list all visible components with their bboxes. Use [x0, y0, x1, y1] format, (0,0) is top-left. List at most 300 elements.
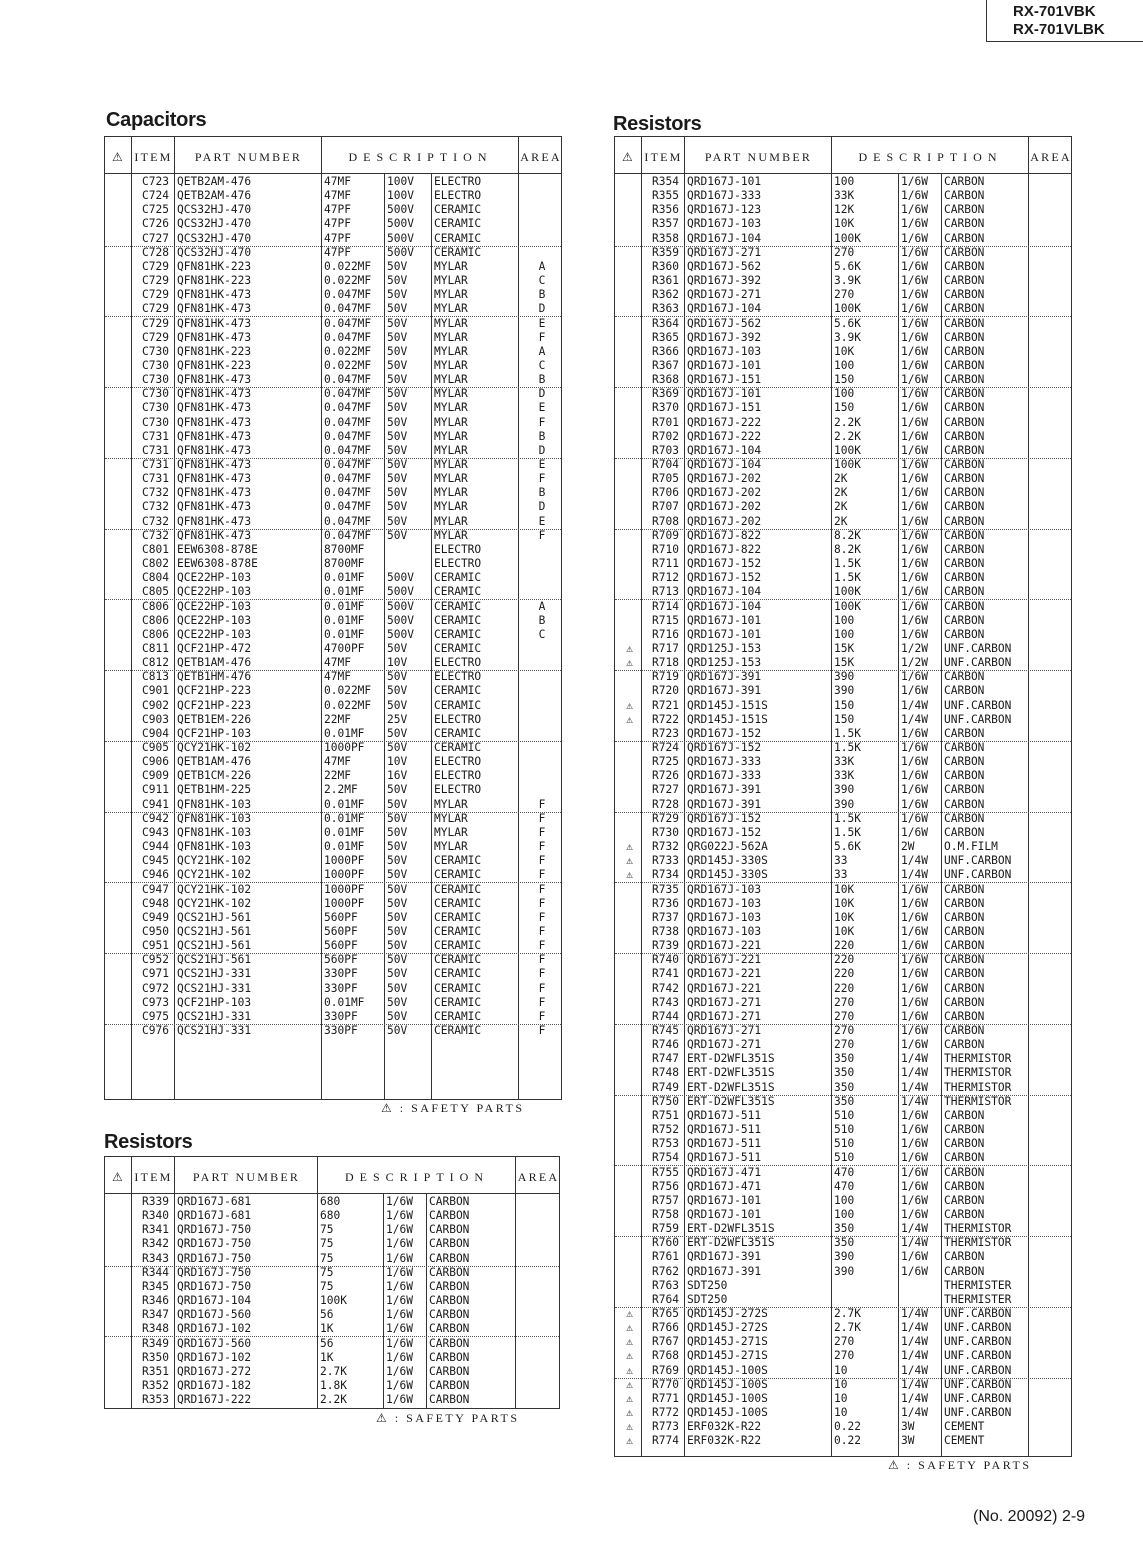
rating-cell: 1/6W [901, 585, 928, 599]
type-cell: CARBON [944, 783, 985, 797]
table-row [615, 203, 1071, 217]
type-cell: CARBON [944, 274, 985, 288]
type-cell: MYLAR [434, 840, 468, 854]
value-cell: 10 [834, 1377, 848, 1391]
rating-cell: 1/6W [901, 627, 928, 641]
value-cell: 0.022MF [324, 259, 372, 273]
table-row [615, 1180, 1071, 1194]
value-cell: 330PF [324, 1024, 358, 1037]
rating-cell: 1/6W [386, 1336, 413, 1350]
item-cell: R725 [652, 755, 679, 769]
rating-cell: 1/4W [901, 1406, 928, 1420]
part-number-cell: EEW6308-878E [177, 557, 258, 571]
item-cell: C950 [142, 924, 169, 938]
part-number-cell: QRD167J-511 [687, 1137, 762, 1151]
part-number-cell: QFN81HK-223 [177, 274, 252, 288]
type-cell: CARBON [429, 1279, 470, 1293]
part-number-cell: QCY21HK-102 [177, 896, 252, 910]
table-row [615, 741, 1071, 755]
value-cell: 270 [834, 288, 855, 302]
part-number-cell: QRD167J-103 [687, 344, 762, 358]
item-cell: C730 [142, 358, 169, 372]
rating-cell: 1/6W [901, 387, 928, 401]
table-row [105, 274, 561, 288]
part-number-cell: QRD167J-152 [687, 741, 762, 754]
value-cell: 2.7K [834, 1307, 861, 1320]
item-cell: R732 [652, 840, 679, 854]
rating-cell: 50V [387, 330, 408, 344]
value-cell: 2.2K [834, 429, 861, 443]
table-row [615, 331, 1071, 345]
rating-cell: 1/6W [901, 472, 928, 486]
rating-cell: 500V [387, 613, 414, 627]
area-cell: E [538, 401, 546, 415]
rating-cell: 500V [387, 231, 414, 245]
part-number-cell: QETB2AM-476 [177, 189, 252, 203]
value-cell: 560PF [324, 953, 358, 967]
item-cell: R747 [652, 1052, 679, 1066]
rating-cell: 50V [387, 259, 408, 273]
value-cell: 0.047MF [324, 302, 372, 316]
value-cell: 1.5K [834, 571, 861, 585]
type-cell: UNF.CARBON [944, 1391, 1012, 1405]
resistors-large-table [614, 136, 1072, 1457]
rating-cell: 500V [387, 627, 414, 641]
item-cell: R362 [652, 288, 679, 302]
safety-mark: ⚠ [626, 1363, 633, 1377]
table-row [615, 600, 1071, 614]
type-cell: ELECTRO [434, 542, 482, 556]
part-number-cell: QRD167J-511 [687, 1123, 762, 1137]
type-cell: MYLAR [434, 358, 468, 372]
type-cell: CARBON [944, 175, 985, 188]
header-part-number: PART NUMBER [192, 1170, 301, 1184]
rating-cell: 1/6W [386, 1364, 413, 1378]
part-number-cell: QFN81HK-473 [177, 458, 252, 471]
type-cell: CERAMIC [434, 245, 482, 259]
part-number-cell: QFN81HK-473 [177, 514, 252, 528]
table-row [105, 557, 561, 571]
table-row [105, 430, 561, 444]
part-number-cell: QCS21HJ-561 [177, 910, 252, 924]
rating-cell: 50V [387, 387, 408, 401]
table-row [615, 1066, 1071, 1080]
type-cell: MYLAR [434, 797, 468, 811]
type-cell: ELECTRO [434, 656, 482, 670]
part-number-cell: QRD167J-562 [687, 259, 762, 273]
item-cell: R745 [652, 1024, 679, 1037]
type-cell: CARBON [944, 585, 985, 599]
table-row [615, 274, 1071, 288]
rating-cell: 1/6W [901, 1264, 928, 1278]
area-cell: F [538, 981, 546, 995]
area-cell: C [538, 274, 546, 288]
value-cell: 330PF [324, 967, 358, 981]
rating-cell: 50V [387, 896, 408, 910]
value-cell: 510 [834, 1108, 855, 1122]
value-cell: 100K [834, 599, 861, 613]
rating-cell: 1/2W [901, 641, 928, 655]
type-cell: CARBON [944, 741, 985, 754]
table-row [615, 345, 1071, 359]
type-cell: CARBON [944, 1137, 985, 1151]
part-number-cell: QFN81HK-103 [177, 825, 252, 839]
type-cell: MYLAR [434, 429, 468, 443]
part-number-cell: QFN81HK-473 [177, 387, 252, 401]
rating-cell: 50V [387, 1024, 408, 1037]
type-cell: CARBON [944, 1038, 985, 1052]
value-cell: 390 [834, 783, 855, 797]
rating-cell: 50V [387, 910, 408, 924]
value-cell: 510 [834, 1137, 855, 1151]
rating-cell: 500V [387, 245, 414, 259]
rating-cell: 50V [387, 670, 408, 684]
type-cell: CARBON [944, 302, 985, 316]
type-cell: UNF.CARBON [944, 868, 1012, 882]
table-row [615, 868, 1071, 883]
value-cell: 0.01MF [324, 840, 365, 854]
part-number-cell: QRD145J-271S [687, 1335, 768, 1349]
value-cell: 270 [834, 1349, 855, 1363]
value-cell: 10K [834, 217, 855, 231]
type-cell: CARBON [944, 217, 985, 231]
rating-cell: 1/6W [901, 344, 928, 358]
part-number-cell: QRD167J-391 [687, 783, 762, 797]
table-row [615, 387, 1071, 401]
part-number-cell: QFN81HK-103 [177, 840, 252, 854]
part-number-cell: QCS32HJ-470 [177, 245, 252, 259]
part-number-cell: QRD167J-202 [687, 486, 762, 500]
rating-cell: 2W [901, 840, 915, 854]
type-cell: CARBON [944, 401, 985, 415]
item-cell: R357 [652, 217, 679, 231]
value-cell: 8700MF [324, 542, 365, 556]
rating-cell: 50V [387, 1009, 408, 1023]
table-row [105, 175, 561, 189]
value-cell: 1.5K [834, 741, 861, 754]
item-cell: C806 [142, 599, 169, 613]
part-number-cell: QRD167J-101 [687, 358, 762, 372]
value-cell: 390 [834, 670, 855, 684]
rating-cell: 50V [387, 458, 408, 471]
part-number-cell: QRD145J-330S [687, 868, 768, 882]
table-row [615, 1279, 1071, 1293]
rating-cell: 500V [387, 599, 414, 613]
table-row [105, 1294, 559, 1308]
rating-cell: 1/6W [901, 486, 928, 500]
type-cell: CEMENT [944, 1420, 985, 1434]
rating-cell: 10V [387, 755, 408, 769]
type-cell: MYLAR [434, 486, 468, 500]
item-cell: R345 [142, 1279, 169, 1293]
type-cell: CARBON [944, 599, 985, 613]
value-cell: 100 [834, 175, 855, 188]
item-cell: C730 [142, 415, 169, 429]
part-number-cell: QRD125J-153 [687, 656, 762, 670]
table-row [615, 444, 1071, 459]
table-row [615, 500, 1071, 514]
item-cell: C906 [142, 755, 169, 769]
type-cell: MYLAR [434, 288, 468, 302]
type-cell: CERAMIC [434, 1024, 482, 1037]
type-cell: CARBON [944, 542, 985, 556]
area-cell: A [538, 599, 546, 613]
table-row [615, 1095, 1071, 1109]
item-cell: C732 [142, 500, 169, 514]
page-number: (No. 20092) 2-9 [973, 1508, 1086, 1525]
rating-cell: 1/6W [386, 1279, 413, 1293]
rating-cell: 1/6W [901, 316, 928, 330]
part-number-cell: QRD167J-271 [687, 1038, 762, 1052]
value-cell: 100K [834, 458, 861, 471]
area-cell: F [538, 868, 546, 882]
item-cell: R350 [142, 1350, 169, 1364]
item-cell: R739 [652, 939, 679, 953]
type-cell: ELECTRO [434, 557, 482, 571]
rating-cell: 1/6W [901, 896, 928, 910]
value-cell: 1000PF [324, 854, 365, 868]
rating-cell: 50V [387, 486, 408, 500]
type-cell: UNF.CARBON [944, 1377, 1012, 1391]
part-number-cell: QCS21HJ-331 [177, 1024, 252, 1037]
rating-cell: 100V [387, 189, 414, 203]
area-cell: F [538, 528, 546, 542]
type-cell: CARBON [944, 288, 985, 302]
value-cell: 100K [834, 585, 861, 599]
value-cell: 75 [320, 1251, 334, 1265]
part-number-cell: QRD145J-271S [687, 1349, 768, 1363]
part-number-cell: QRD167J-103 [687, 217, 762, 231]
item-cell: C806 [142, 627, 169, 641]
value-cell: 22MF [324, 769, 351, 783]
table-row [615, 232, 1071, 247]
part-number-cell: QFN81HK-473 [177, 316, 252, 330]
value-cell: 0.01MF [324, 811, 365, 825]
type-cell: CERAMIC [434, 684, 482, 698]
type-cell: UNF.CARBON [944, 1335, 1012, 1349]
type-cell: MYLAR [434, 344, 468, 358]
part-number-cell: QRD167J-103 [687, 910, 762, 924]
type-cell: O.M.FILM [944, 840, 998, 854]
value-cell: 1000PF [324, 868, 365, 882]
item-cell: R722 [652, 712, 679, 726]
item-cell: R729 [652, 811, 679, 825]
type-cell: MYLAR [434, 302, 468, 316]
type-cell: ELECTRO [434, 189, 482, 203]
type-cell: CARBON [429, 1294, 470, 1308]
rating-cell: 50V [387, 528, 408, 542]
item-cell: R772 [652, 1406, 679, 1420]
resistors-large-title: Resistors [613, 113, 702, 135]
value-cell: 350 [834, 1066, 855, 1080]
area-cell: E [538, 514, 546, 528]
item-cell: R355 [652, 189, 679, 203]
rating-cell: 50V [387, 358, 408, 372]
table-row [615, 217, 1071, 231]
item-cell: C728 [142, 245, 169, 259]
part-number-cell: QRD167J-101 [687, 627, 762, 641]
part-number-cell: QFN81HK-103 [177, 797, 252, 811]
resistors-small-title: Resistors [104, 1131, 193, 1153]
table-row [615, 1166, 1071, 1180]
type-cell: CARBON [944, 387, 985, 401]
part-number-cell: QCE22HP-103 [177, 627, 252, 641]
table-row [615, 1109, 1071, 1123]
part-number-cell: QFN81HK-473 [177, 528, 252, 542]
value-cell: 5.6K [834, 316, 861, 330]
table-row [615, 1349, 1071, 1363]
area-cell: C [538, 358, 546, 372]
value-cell: 350 [834, 1080, 855, 1094]
type-cell: MYLAR [434, 415, 468, 429]
type-cell: CARBON [429, 1364, 470, 1378]
table-row [615, 1434, 1071, 1448]
type-cell: THERMISTOR [944, 1236, 1012, 1250]
value-cell: 0.047MF [324, 415, 372, 429]
table-row [615, 373, 1071, 388]
table-row [105, 288, 561, 302]
rating-cell: 1/6W [386, 1308, 413, 1322]
value-cell: 1K [320, 1350, 334, 1364]
type-cell: CARBON [944, 684, 985, 698]
part-number-cell: QCS21HJ-561 [177, 953, 252, 967]
item-cell: C729 [142, 288, 169, 302]
type-cell: ELECTRO [434, 783, 482, 797]
value-cell: 10K [834, 882, 855, 896]
item-cell: R734 [652, 868, 679, 882]
table-row [105, 953, 561, 967]
type-cell: CERAMIC [434, 910, 482, 924]
rating-cell: 1/6W [901, 302, 928, 316]
part-number-cell: QRD145J-272S [687, 1307, 768, 1320]
table-row [615, 1293, 1071, 1308]
table-row [105, 1393, 559, 1407]
part-number-cell: QRD167J-750 [177, 1237, 252, 1251]
value-cell: 0.01MF [324, 995, 365, 1009]
value-cell: 2.2K [834, 415, 861, 429]
type-cell: CARBON [429, 1336, 470, 1350]
table-row [105, 600, 561, 614]
part-number-cell: QFN81HK-473 [177, 373, 252, 387]
item-cell: C806 [142, 613, 169, 627]
table-row [105, 543, 561, 557]
part-number-cell: QRD167J-560 [177, 1336, 252, 1350]
type-cell: CARBON [429, 1223, 470, 1237]
table-row [615, 826, 1071, 840]
value-cell: 5.6K [834, 840, 861, 854]
header-item: ITEM [644, 150, 683, 164]
table-row [615, 628, 1071, 642]
value-cell: 270 [834, 1038, 855, 1052]
part-number-cell: QRD167J-102 [177, 1322, 252, 1336]
table-row [615, 302, 1071, 317]
item-cell: R360 [652, 259, 679, 273]
type-cell: CARBON [944, 443, 985, 457]
item-cell: R352 [142, 1378, 169, 1392]
table-row [105, 996, 561, 1010]
value-cell: 2.2K [320, 1393, 347, 1407]
value-cell: 56 [320, 1308, 334, 1322]
value-cell: 560PF [324, 910, 358, 924]
type-cell: CARBON [944, 1151, 985, 1165]
table-row [615, 1250, 1071, 1264]
type-cell: CARBON [944, 373, 985, 387]
table-row [615, 486, 1071, 500]
part-number-cell: SDT250 [687, 1292, 728, 1306]
value-cell: 1.5K [834, 825, 861, 839]
table-row [615, 515, 1071, 530]
item-cell: C729 [142, 330, 169, 344]
type-cell: MYLAR [434, 387, 468, 401]
item-cell: C805 [142, 585, 169, 599]
part-number-cell: QRD167J-101 [687, 613, 762, 627]
table-row [105, 1337, 559, 1351]
part-number-cell: QRD167J-272 [177, 1364, 252, 1378]
table-row [105, 854, 561, 868]
item-cell: C903 [142, 712, 169, 726]
rating-cell: 1/4W [901, 1377, 928, 1391]
item-cell: C902 [142, 698, 169, 712]
part-number-cell: QRD167J-103 [687, 882, 762, 896]
value-cell: 100 [834, 1207, 855, 1221]
table-row [615, 401, 1071, 415]
item-cell: C802 [142, 557, 169, 571]
item-cell: C804 [142, 571, 169, 585]
part-number-cell: QETB1AM-476 [177, 656, 252, 670]
value-cell: 75 [320, 1279, 334, 1293]
item-cell: R708 [652, 514, 679, 528]
rating-cell: 50V [387, 811, 408, 825]
area-cell: D [538, 387, 546, 401]
item-cell: R750 [652, 1094, 679, 1108]
part-number-cell: QRD167J-511 [687, 1151, 762, 1165]
type-cell: CARBON [944, 500, 985, 514]
rating-cell: 1/6W [901, 274, 928, 288]
item-cell: R736 [652, 896, 679, 910]
type-cell: CERAMIC [434, 939, 482, 953]
table-row [615, 458, 1071, 472]
part-number-cell: QRD167J-392 [687, 274, 762, 288]
table-row [105, 246, 561, 260]
table-row [105, 840, 561, 854]
part-number-cell: ERF032K-R22 [687, 1434, 762, 1448]
part-number-cell: QCY21HK-102 [177, 868, 252, 882]
item-cell: R715 [652, 613, 679, 627]
part-number-cell: QRD167J-750 [177, 1251, 252, 1265]
item-cell: C949 [142, 910, 169, 924]
table-row [105, 1237, 559, 1251]
item-cell: R727 [652, 783, 679, 797]
type-cell: MYLAR [434, 472, 468, 486]
item-cell: R735 [652, 882, 679, 896]
item-cell: R749 [652, 1080, 679, 1094]
value-cell: 56 [320, 1336, 334, 1350]
item-cell: R769 [652, 1363, 679, 1377]
type-cell: CERAMIC [434, 203, 482, 217]
rating-cell: 1/4W [901, 1363, 928, 1377]
part-number-cell: QRD167J-152 [687, 811, 762, 825]
rating-cell: 1/6W [901, 203, 928, 217]
part-number-cell: ERT-D2WFL351S [687, 1222, 775, 1236]
item-cell: R743 [652, 995, 679, 1009]
part-number-cell: QFN81HK-473 [177, 415, 252, 429]
type-cell: CARBON [429, 1251, 470, 1265]
part-number-cell: QRD167J-152 [687, 726, 762, 740]
table-row [105, 373, 561, 388]
item-cell: R768 [652, 1349, 679, 1363]
table-row [615, 727, 1071, 742]
type-cell: CARBON [944, 896, 985, 910]
